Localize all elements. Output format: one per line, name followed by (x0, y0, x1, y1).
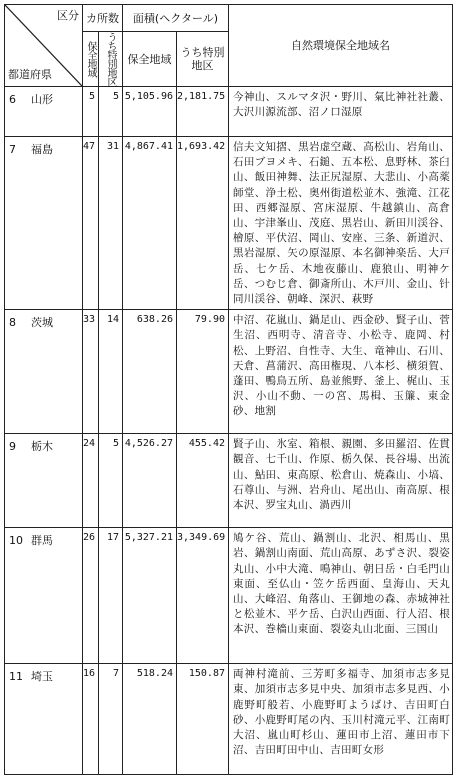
prefecture-name: 山形 (31, 93, 53, 106)
table-row (5, 664, 453, 775)
special-count-cell: 17 (99, 528, 123, 664)
area-names-cell: 信夫文知摺、黒岩虚空蔵、高松山、岩角山、石田ブヨメキ、石鎚、五本松、息野林、茶臼山、飯田神舞、法正尻湿原、大悲山、小高薬師堂、浄土松、奥州街道松並木、強滝、江花田、西郷湿原、宮床湿原、牛越鎮山、高倉山、宇津峯山、茂庭、黒岩山、新田川渓谷、檜原、平伏沼、岡山、安座、三条、新道沢、黒岩湿原、矢の原湿原、本名御神楽岳、大戸岳、七ケ岳、木地夜藤山、鹿狼山、明神ケ岳、つむじ倉、御斎所山、木戸川、金山、针同川渓谷、朝峰、深沢、萩野 (229, 137, 453, 310)
area-conservation-header: 保全地域 (123, 32, 177, 87)
area-names-cell: 中沼、花嵐山、鍋足山、西金砂、賢子山、菅生沼、西明寺、清音寺、小松寺、鹿岡、村松、上野沼、自性寺、大生、竜神山、石川、天倉、菖蒲沢、高田権現、八本杉、横須賀、蓬田、鴨鳥五所、島並熊野、釜上、梶山、玉沢、小山不動、一の宮、馬楫、玉簾、東金砂、地割 (229, 310, 453, 434)
table-row (5, 87, 453, 137)
count-conservation-label: 保全地域 (85, 41, 96, 77)
table-row (5, 137, 453, 310)
special-area-cell: 1,693.42 (177, 137, 229, 310)
special-area-cell: 2,181.75 (177, 87, 229, 137)
row-number: 7 (9, 143, 16, 156)
area-cell: 5,105.96 (123, 87, 177, 137)
names-column-header (229, 5, 453, 87)
count-cell: 16 (83, 664, 99, 775)
row-number: 6 (9, 93, 16, 106)
prefecture-cell (5, 664, 83, 775)
count-cell: 33 (83, 310, 99, 434)
prefecture-cell (5, 528, 83, 664)
special-area-cell: 3,349.69 (177, 528, 229, 664)
prefecture-cell (5, 434, 83, 528)
count-cell: 5 (83, 87, 99, 137)
count-cell: 47 (83, 137, 99, 310)
nature-conservation-table (4, 4, 453, 775)
prefecture-name: 福島 (31, 143, 53, 156)
corner-header-cell (5, 5, 83, 87)
area-names-cell: 両神村滝前、三芳町多福寺、加須市志多見東、加須市志多見中央、加須市志多見西、小鹿野町般若、小鹿野町ようばけ、吉田町白砂、小鹿野町尾の内、玉川村滝元平、江南町大沼、嵐山町杉山、蓮田市上沼、蓮田市下沼、吉田町田中山、吉田町女形 (229, 664, 453, 775)
area-names-cell: 今神山、スルマタ沢・野川、氣比神社社叢、大沢川源流部、沼ノ口湿原 (229, 87, 453, 137)
area-cell: 4,867.41 (123, 137, 177, 310)
special-count-cell: 14 (99, 310, 123, 434)
prefecture-cell (5, 87, 83, 137)
row-number: 10 (9, 534, 23, 548)
table-row (5, 310, 453, 434)
special-area-cell: 455.42 (177, 434, 229, 528)
special-count-cell: 5 (99, 87, 123, 137)
special-count-cell: 31 (99, 137, 123, 310)
special-count-cell: 7 (99, 664, 123, 775)
area-names-cell: 賢子山、氷室、箱根、親園、多田羅沼、佐貫観音、七千山、作原、栃久保、長谷場、出流山、鮎田、東高原、松倉山、焼森山、小塙、石尊山、与洲、岩舟山、尾出山、南高原、根本沢、罗宝丸山、渦西川 (229, 434, 453, 528)
special-area-cell: 79.90 (177, 310, 229, 434)
prefecture-name: 埼玉 (31, 670, 53, 684)
prefecture-name: 群馬 (31, 534, 53, 548)
corner-top-label: 区分 (57, 9, 79, 22)
prefecture-name: 栃木 (31, 440, 53, 454)
table-row (5, 528, 453, 664)
row-number: 9 (9, 440, 16, 454)
area-group-header: 面積(ヘクタール) (123, 5, 229, 32)
count-cell: 24 (83, 434, 99, 528)
area-cell: 638.26 (123, 310, 177, 434)
count-special-header (99, 32, 123, 87)
prefecture-name: 茨城 (31, 316, 53, 330)
special-area-cell: 150.87 (177, 664, 229, 775)
row-number: 8 (9, 316, 16, 330)
prefecture-cell (5, 137, 83, 310)
count-special-label: うち特別地区 (105, 32, 116, 86)
count-group-header: カ所数 (83, 5, 123, 32)
names-column-label: 自然環境保全地域名 (291, 39, 390, 52)
row-number: 11 (9, 670, 23, 684)
area-cell: 518.24 (123, 664, 177, 775)
area-cell: 4,526.27 (123, 434, 177, 528)
table-row (5, 434, 453, 528)
area-cell: 5,327.21 (123, 528, 177, 664)
prefecture-cell (5, 310, 83, 434)
count-cell: 26 (83, 528, 99, 664)
special-count-cell: 5 (99, 434, 123, 528)
count-conservation-header (83, 32, 99, 87)
area-special-header: うち特別地区 (177, 32, 229, 87)
corner-bottom-label: 都道府県 (8, 68, 52, 81)
area-names-cell: 鳩ケ谷、荒山、鍋割山、北沢、相馬山、黒岩、鍋割山南面、荒山高原、あずさ沢、裂姿丸山、小中大滝、鳴神山、朝日岳・白毛門山東面、至仏山・笠ケ岳西面、皇海山、天丸山、大峰沼、角落山、王御地の森、赤城神社と松並木、平ケ岳、白沢山西面、行人沼、根本沢、巻檣山東面、裂姿丸山北面、三国山 (229, 528, 453, 664)
